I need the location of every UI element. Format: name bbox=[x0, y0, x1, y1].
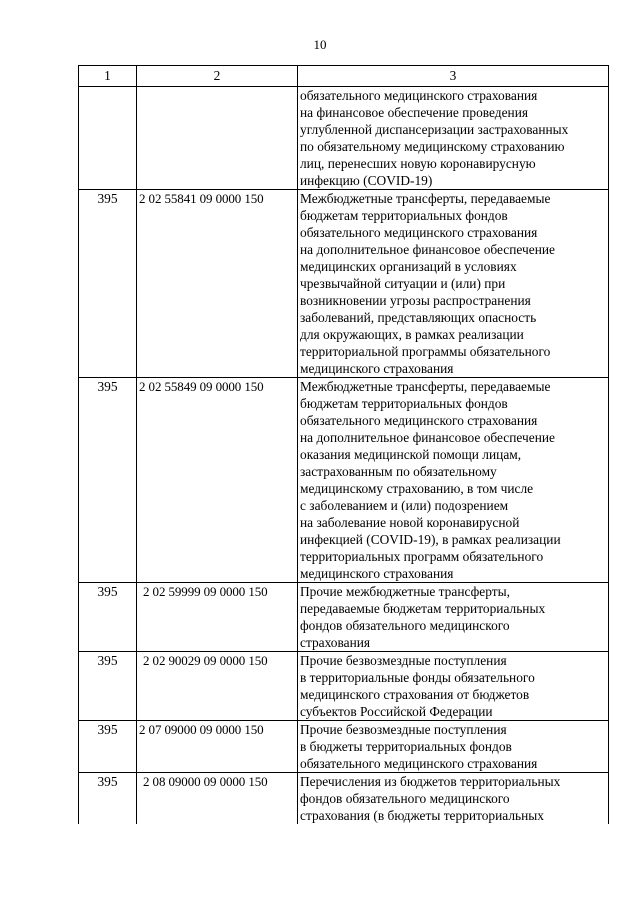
description-line: углубленной диспансеризации застрахованных bbox=[300, 122, 569, 137]
description-line: по обязательному медицинскому страхованию bbox=[300, 139, 565, 154]
description-cell bbox=[298, 652, 609, 721]
description-line: субъектов Российской Федерации bbox=[300, 704, 493, 719]
column-header-1: 1 bbox=[79, 66, 137, 87]
admin-code-cell: 395 bbox=[79, 721, 137, 773]
description-line: медицинского страхования bbox=[300, 361, 454, 376]
budget-code-cell: 2 02 55849 09 0000 150 bbox=[137, 378, 298, 583]
description-line: бюджетам территориальных фондов bbox=[300, 396, 508, 411]
description-line: обязательного медицинского страхования bbox=[300, 88, 538, 103]
description-line: лиц, перенесших новую коронавирусную bbox=[300, 156, 536, 171]
description-line: в территориальные фонды обязательного bbox=[300, 670, 535, 685]
description-line: застрахованным по обязательному bbox=[300, 464, 497, 479]
description-line: Межбюджетные трансферты, передаваемые bbox=[300, 191, 551, 206]
description-cell bbox=[298, 583, 609, 652]
table-row bbox=[79, 652, 609, 721]
budget-code-cell: 2 07 09000 09 0000 150 bbox=[137, 721, 298, 773]
description-line: Прочие межбюджетные трансферты, bbox=[300, 584, 510, 599]
table-row bbox=[79, 190, 609, 378]
table-row bbox=[79, 721, 609, 773]
table-row bbox=[79, 378, 609, 583]
column-header-2: 2 bbox=[137, 66, 298, 87]
admin-code-cell: 395 bbox=[79, 652, 137, 721]
description-line: инфекцию (COVID-19) bbox=[300, 173, 433, 188]
table-row bbox=[79, 87, 609, 190]
description-line: медицинскому страхованию, в том числе bbox=[300, 481, 534, 496]
description-line: инфекцией (COVID-19), в рамках реализации bbox=[300, 532, 561, 547]
description-line: Прочие безвозмездные поступления bbox=[300, 722, 507, 737]
description-line: возникновении угрозы распространения bbox=[300, 293, 531, 308]
table-header-row bbox=[79, 66, 609, 87]
admin-code-cell bbox=[79, 87, 137, 190]
description-line: медицинского страхования от бюджетов bbox=[300, 687, 530, 702]
description-line: на дополнительное финансовое обеспечение bbox=[300, 242, 555, 257]
page-number: 10 bbox=[313, 37, 327, 52]
budget-code-cell: 2 02 55841 09 0000 150 bbox=[137, 190, 298, 378]
table-row bbox=[79, 583, 609, 652]
description-cell bbox=[298, 87, 609, 190]
description-line: на дополнительное финансовое обеспечение bbox=[300, 430, 555, 445]
description-line: фондов обязательного медицинского bbox=[300, 618, 510, 633]
budget-code-cell: 2 08 09000 09 0000 150 bbox=[137, 773, 298, 825]
budget-code-cell: 2 02 59999 09 0000 150 bbox=[137, 583, 298, 652]
revenue-codes-table bbox=[78, 65, 609, 824]
description-line: заболеваний, представляющих опасность bbox=[300, 310, 537, 325]
table-row bbox=[79, 773, 609, 825]
description-line: страхования (в бюджеты территориальных bbox=[300, 808, 544, 823]
description-cell bbox=[298, 378, 609, 583]
description-line: бюджетам территориальных фондов bbox=[300, 208, 508, 223]
admin-code-cell: 395 bbox=[79, 773, 137, 825]
description-line: территориальных программ обязательного bbox=[300, 549, 544, 564]
admin-code-cell: 395 bbox=[79, 190, 137, 378]
description-line: территориальной программы обязательного bbox=[300, 344, 551, 359]
description-line: для окружающих, в рамках реализации bbox=[300, 327, 524, 342]
description-line: с заболеванием и (или) подозрением bbox=[300, 498, 509, 513]
admin-code-cell: 395 bbox=[79, 583, 137, 652]
description-line: в бюджеты территориальных фондов bbox=[300, 739, 512, 754]
description-line: медицинских организаций в условиях bbox=[300, 259, 517, 274]
description-line: Межбюджетные трансферты, передаваемые bbox=[300, 379, 551, 394]
description-cell bbox=[298, 721, 609, 773]
description-line: на финансовое обеспечение проведения bbox=[300, 105, 529, 120]
description-line: обязательного медицинского страхования bbox=[300, 225, 538, 240]
description-line: Перечисления из бюджетов территориальных bbox=[300, 774, 561, 789]
description-line: передаваемые бюджетам территориальных bbox=[300, 601, 546, 616]
description-line: медицинского страхования bbox=[300, 566, 454, 581]
description-cell bbox=[298, 773, 609, 825]
description-cell bbox=[298, 190, 609, 378]
description-line: обязательного медицинского страхования bbox=[300, 413, 538, 428]
description-line: Прочие безвозмездные поступления bbox=[300, 653, 507, 668]
description-line: чрезвычайной ситуации и (или) при bbox=[300, 276, 506, 291]
admin-code-cell: 395 bbox=[79, 378, 137, 583]
budget-code-cell bbox=[137, 87, 298, 190]
description-line: оказания медицинской помощи лицам, bbox=[300, 447, 522, 462]
description-line: обязательного медицинского страхования bbox=[300, 756, 538, 771]
column-header-3: 3 bbox=[298, 66, 609, 87]
description-line: на заболевание новой коронавирусной bbox=[300, 515, 520, 530]
description-line: страхования bbox=[300, 635, 371, 650]
budget-code-cell: 2 02 90029 09 0000 150 bbox=[137, 652, 298, 721]
description-line: фондов обязательного медицинского bbox=[300, 791, 510, 806]
